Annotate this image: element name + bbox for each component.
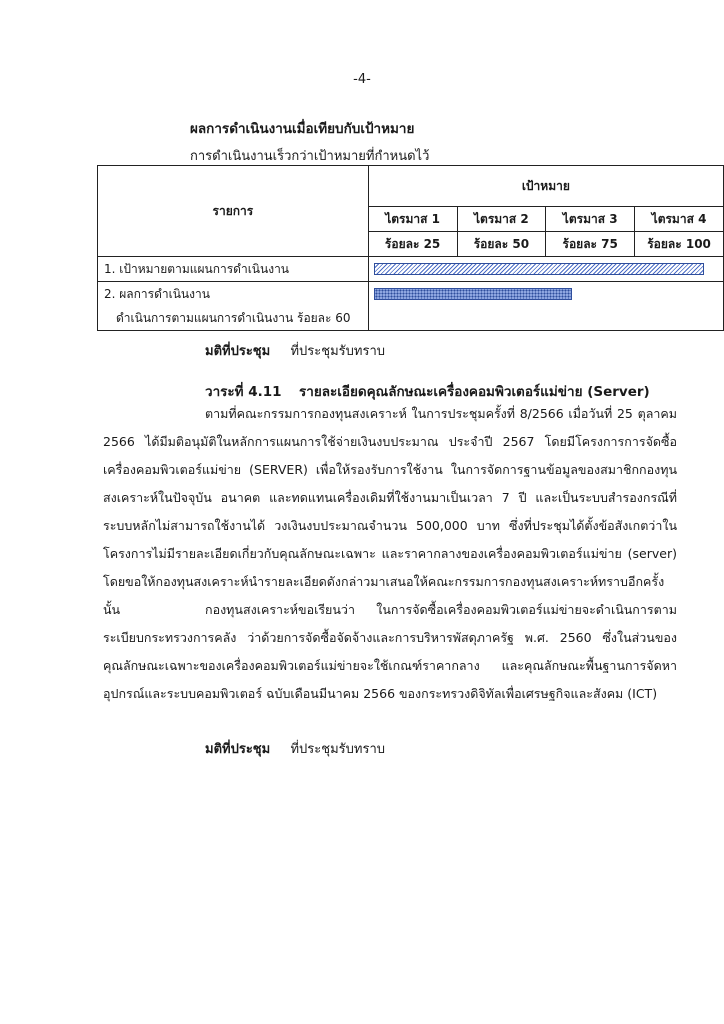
quarter-target: ร้อยละ 50 (457, 232, 546, 257)
page-number: -4- (353, 72, 371, 87)
target-bar-cell (368, 257, 723, 282)
quarter-label: ไตรมาส 4 (635, 207, 724, 232)
resolution-text: ที่ประชุมรับทราบ (290, 344, 386, 359)
paragraph-1-text: ตามที่คณะกรรมการกองทุนสงเคราะห์ ในการประชุมครั้งที่ 8/2566 เมื่อวันที่ 25 ตุลาคม 2566 ได้มีมติอนุมัติในหลักการแผนการใช้จ่ายเงินงบประมาณ ประจำปี 2567 โดยมีโครงการการจัดซื้อเครื่องคอมพิวเตอร์แม่ข่าย (SERVER) เพื่อให้รองรับการใช้งาน ในการจัดการฐานข้อมูลของสมาชิกกองทุนสงเคราะห์ในปัจจุบัน อนาคต และทดแทนเครื่องเดิมที่ใช้งานมาเป็นเวลา 7 ปี และเป็นระบบสำรองกรณีที่ระบบหลักไม่สามารถใช้งานได้ วงเงินงบประมาณจำนวน 500,000 บาท ซึ่งที่ประชุมได้ตั้งข้อสังเกตว่าในโครงการไม่มีรายละเอียดเกี่ยวกับคุณลักษณะเฉพาะ และราคากลางของเครื่องคอมพิวเตอร์แม่ข่าย (server) โดยขอให้กองทุนสงเคราะห์นำรายละเอียดดังกล่าวมาเสนอให้คณะกรรมการกองทุนสงเคราะห์ทราบอีกครั้ง นั้น (103, 406, 677, 617)
target-header: เป้าหมาย (368, 166, 723, 207)
row-label: 1. เป้าหมายตามแผนการดำเนินงาน (98, 257, 369, 282)
item-header: รายการ (98, 166, 369, 257)
agenda-title: รายละเอียดคุณลักษณะเครื่องคอมพิวเตอร์แม่ข่าย (Server) (298, 384, 650, 400)
paragraph-1 (103, 400, 677, 624)
resolution-2 (205, 738, 385, 759)
agenda-heading (205, 380, 650, 402)
table-row (98, 282, 724, 331)
actual-progress-bar (374, 288, 572, 300)
target-progress-bar (374, 263, 704, 275)
actual-bar-cell (368, 282, 723, 331)
paragraph-2 (103, 596, 677, 708)
quarter-target: ร้อยละ 100 (635, 232, 724, 257)
section-subheading: การดำเนินงานเร็วกว่าเป้าหมายที่กำหนดไว้ (190, 149, 430, 164)
quarter-label: ไตรมาส 1 (368, 207, 457, 232)
row-label-line2: ดำเนินการตามแผนการดำเนินงาน ร้อยละ 60 (116, 311, 351, 325)
progress-table (97, 165, 724, 331)
quarter-label: ไตรมาส 2 (457, 207, 546, 232)
resolution-label: มติที่ประชุม (205, 742, 271, 757)
quarter-target: ร้อยละ 25 (368, 232, 457, 257)
quarter-label: ไตรมาส 3 (546, 207, 635, 232)
row-label-line1: 2. ผลการดำเนินงาน (104, 287, 210, 301)
agenda-number: วาระที่ 4.11 (205, 384, 282, 400)
resolution-label: มติที่ประชุม (205, 344, 271, 359)
resolution-text: ที่ประชุมรับทราบ (290, 742, 386, 757)
quarter-target: ร้อยละ 75 (546, 232, 635, 257)
row-label (98, 282, 369, 331)
paragraph-2-text: กองทุนสงเคราะห์ขอเรียนว่า ในการจัดซื้อเครื่องคอมพิวเตอร์แม่ข่ายจะดำเนินการตามระเบียบกระทรวงการคลัง ว่าด้วยการจัดซื้อจัดจ้างและการบริหารพัสดุภาครัฐ พ.ศ. 2560 ซึ่งในส่วนของคุณลักษณะเฉพาะของเครื่องคอมพิวเตอร์แม่ข่ายจะใช้เกณฑ์ราคากลาง และคุณลักษณะพื้นฐานการจัดหาอุปกรณ์และระบบคอมพิวเตอร์ ฉบับเดือนมีนาคม 2566 ของกระทรวงดิจิทัลเพื่อเศรษฐกิจและสังคม (ICT) (103, 602, 677, 701)
section-heading: ผลการดำเนินงานเมื่อเทียบกับเป้าหมาย (190, 121, 415, 137)
resolution-1 (205, 340, 385, 361)
table-row (98, 257, 724, 282)
